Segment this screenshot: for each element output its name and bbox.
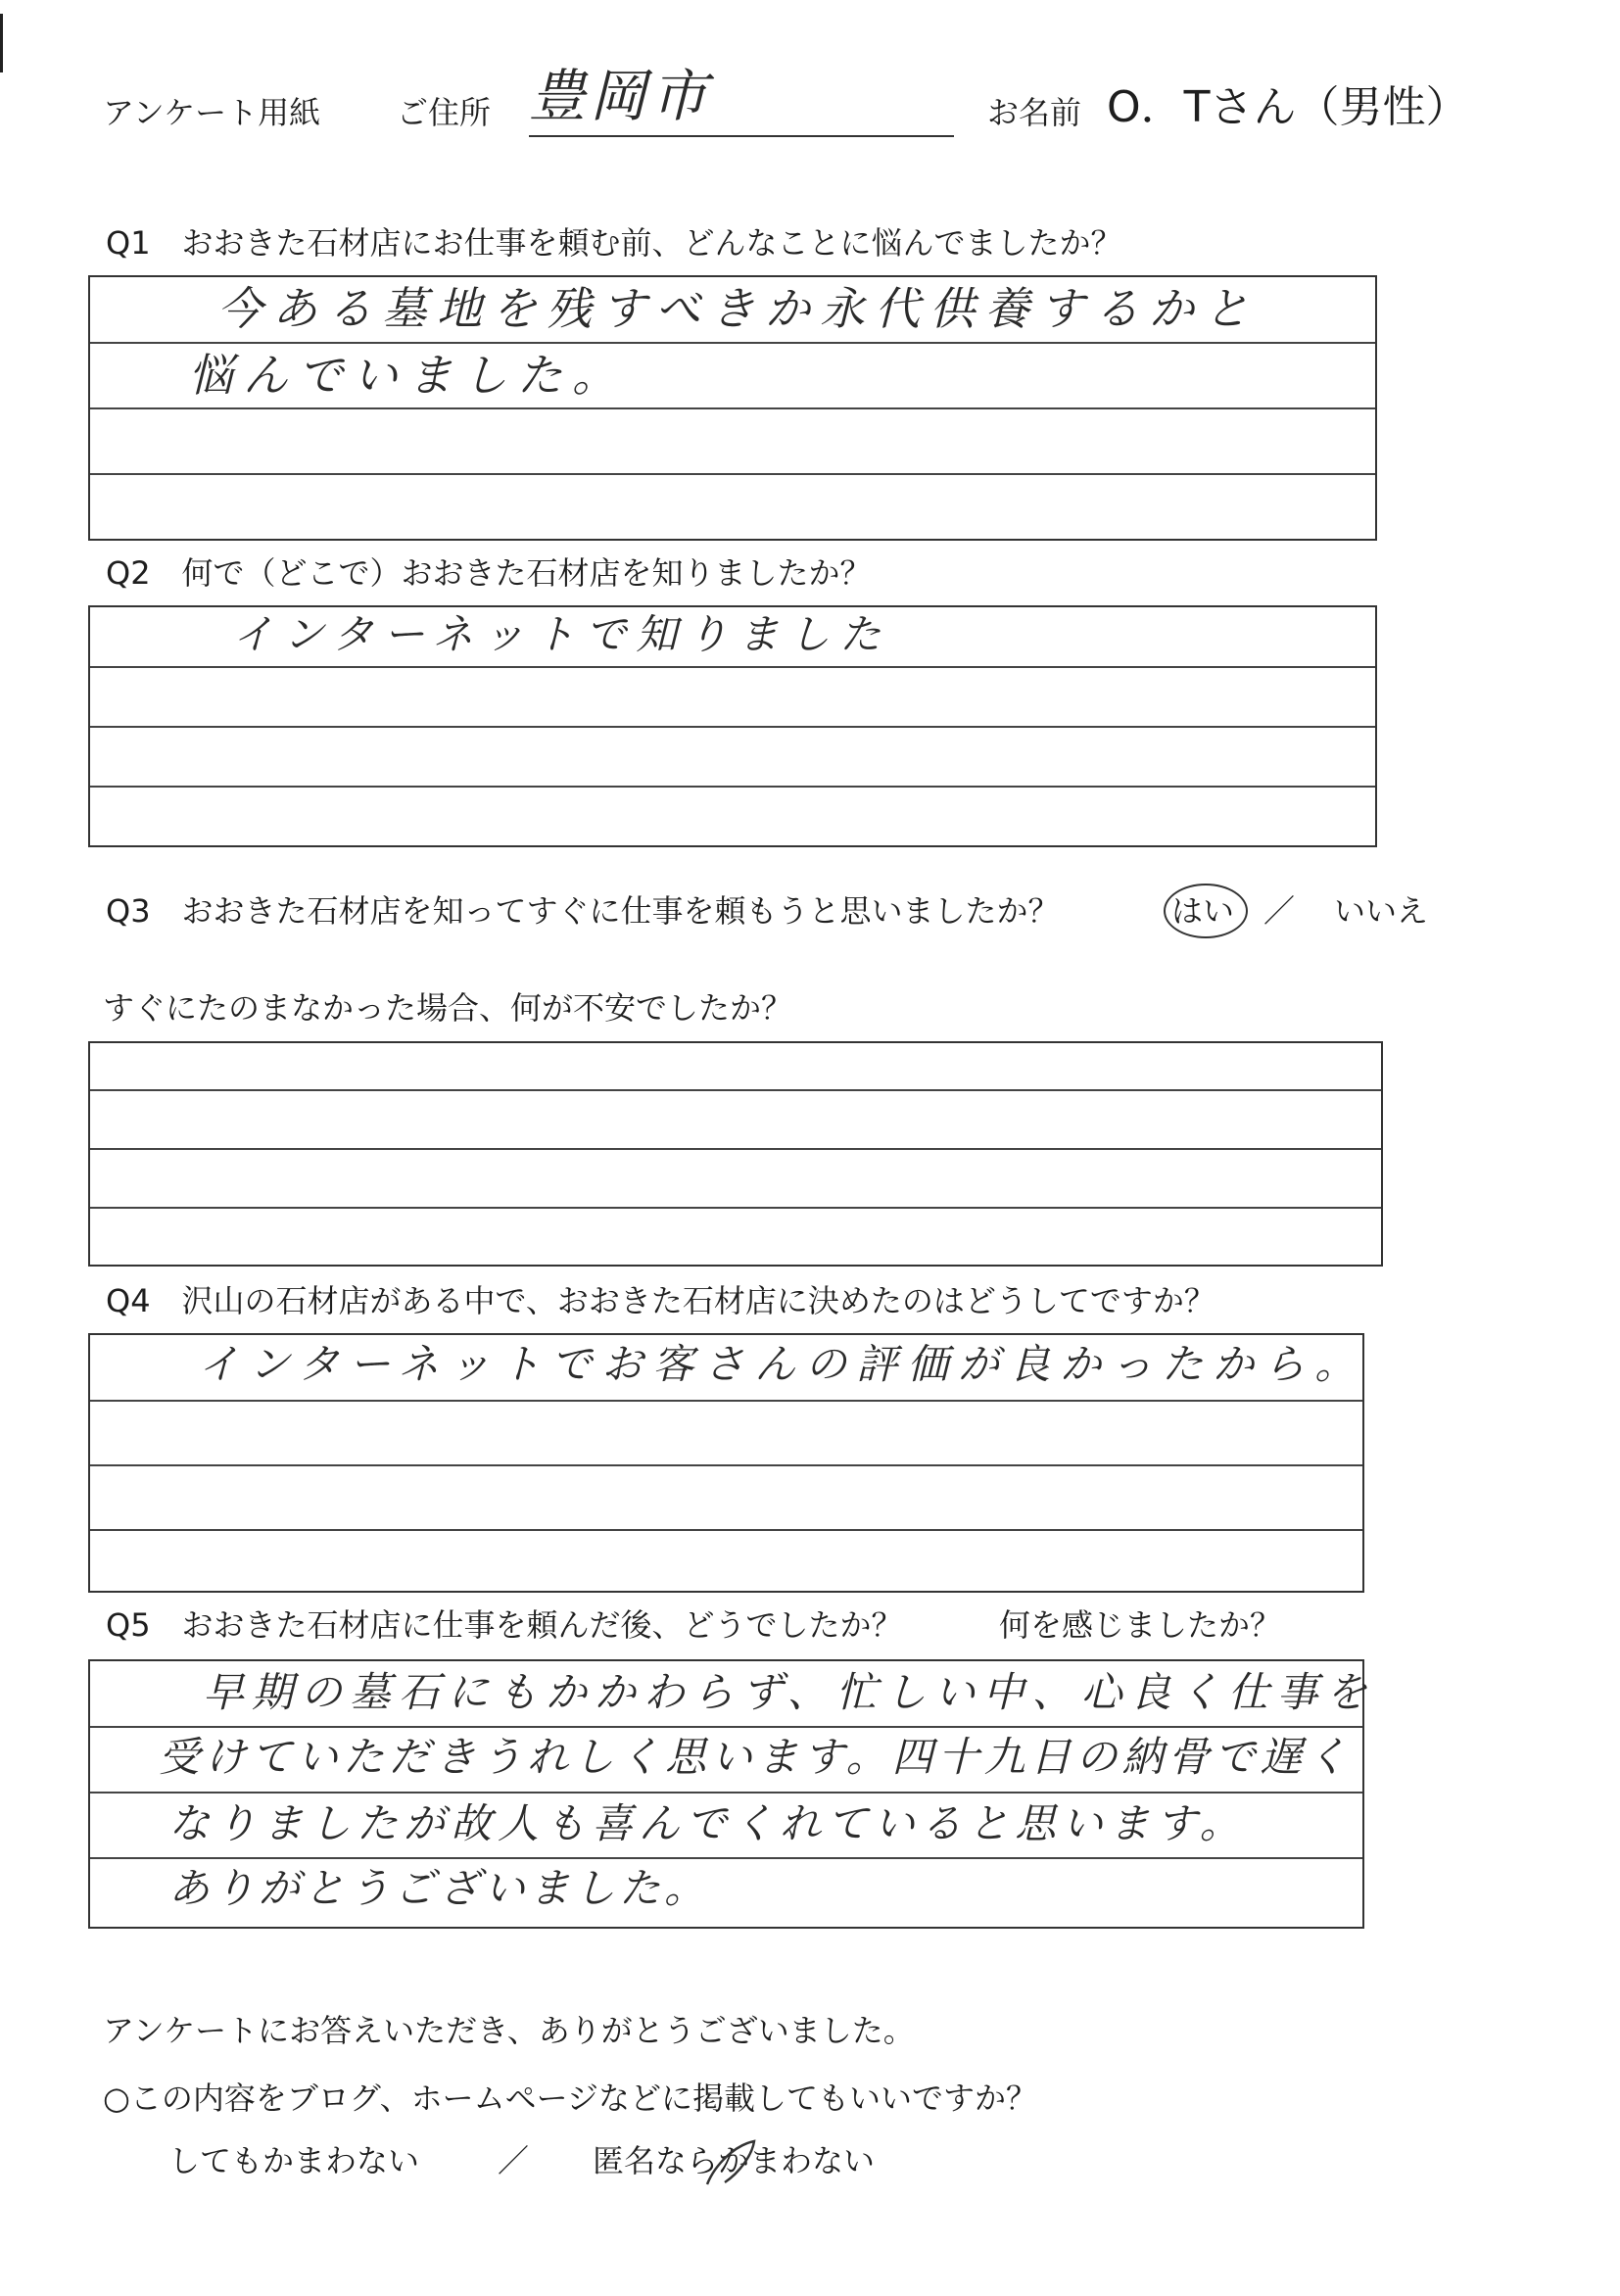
- q1-answer-box: [88, 275, 1377, 541]
- footer-option-anon[interactable]: 匿名ならかまわない: [593, 2142, 876, 2179]
- address-underline: [529, 135, 954, 137]
- q4-question: Q4 沢山の石材店がある中で、おおきた石材店に決めたのはどうしてですか？: [106, 1282, 1215, 1319]
- q5-answer-line-1: 早期の墓石にもかかわらず、忙しい中、心良く仕事を: [203, 1668, 1375, 1716]
- name-label: お名前: [987, 94, 1082, 131]
- address-value: 豊岡市: [529, 63, 712, 129]
- q3-answer-box: [88, 1041, 1383, 1267]
- q3-followup: すぐにたのまなかった場合、何が不安でしたか？: [103, 989, 793, 1027]
- q3-option-no[interactable]: いいえ: [1334, 892, 1429, 930]
- q2-answer-line-1: インターネットで知りました: [232, 610, 891, 658]
- scan-edge-mark: [0, 14, 3, 72]
- footer-selection-mark: [695, 2135, 764, 2194]
- q3-question: Q3 おおきた石材店を知ってすぐに仕事を頼もうと思いましたか？: [106, 892, 1060, 930]
- q2-answer-box: [88, 605, 1377, 847]
- q2-question: Q2 何で（どこで）おおきた石材店を知りましたか？: [106, 554, 872, 592]
- q5-answer-box: [88, 1659, 1375, 1929]
- q1-question: Q1 おおきた石材店にお仕事を頼む前、どんなことに悩んでましたか？: [106, 224, 1122, 262]
- q3-option-yes[interactable]: はい: [1171, 892, 1235, 930]
- q5-answer-line-2: 受けていただきうれしく思います。四十九日の納骨で遅く: [159, 1733, 1353, 1781]
- q1-answer-line-2: 悩んでいました。: [188, 349, 627, 402]
- q4-answer-box: [88, 1333, 1364, 1593]
- footer-separator: ／: [498, 2142, 530, 2179]
- footer-thanks: アンケートにお答えいただき、ありがとうございました。: [103, 2012, 915, 2049]
- q1-answer-line-1: 今ある墓地を残すべきか永代供養するかと: [217, 282, 1260, 335]
- footer-option-ok[interactable]: してもかまわない: [168, 2142, 420, 2179]
- q5-question: Q5 おおきた石材店に仕事を頼んだ後、どうでしたか？: [106, 1606, 903, 1644]
- q5-answer-line-3: なりましたが故人も喜んでくれていると思います。: [168, 1799, 1247, 1847]
- form-title: アンケート用紙: [103, 94, 321, 131]
- q4-answer-line-1: インターネットでお客さんの評価が良かったから。: [198, 1340, 1366, 1388]
- address-label: ご住所: [397, 94, 492, 131]
- footer-permission-question: ○この内容をブログ、ホームページなどに掲載してもいいですか？: [103, 2080, 1038, 2117]
- name-value: O．Tさん（男性）: [1107, 82, 1469, 132]
- q5-answer-line-4: ありがとうございました。: [168, 1864, 710, 1912]
- q5-question-2: 何を感じましたか？: [999, 1606, 1282, 1644]
- q3-separator: ／: [1263, 892, 1296, 930]
